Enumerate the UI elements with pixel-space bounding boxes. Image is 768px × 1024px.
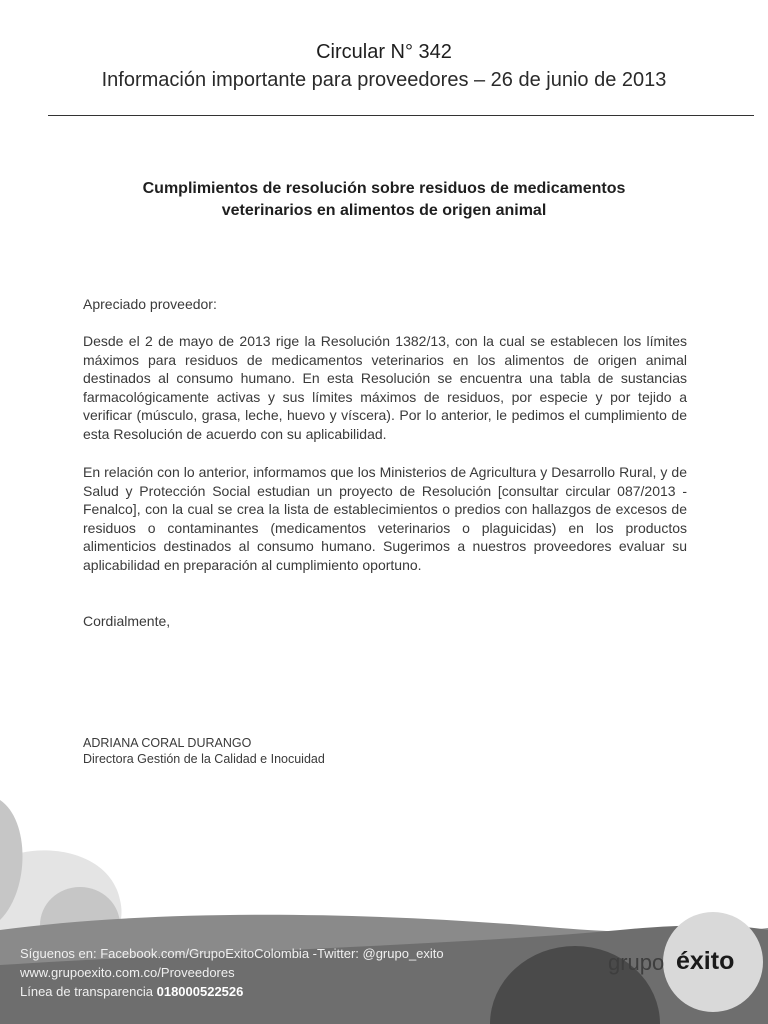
paragraph-2: En relación con lo anterior, informamos que los Ministerios de Agricultura y Desarrollo Rural, y de Salud y Protección Social estudian un proyecto de Resolución [consultar circular 087/2013 - Fenalco], con la cual se crea la lista de establecimientos o predios con hallazgos de excesos de residuos o contaminantes (medicamentos veterinarios o plaguicidas) en los productos alimenticios destinados al consumo humano. Sugerimos a nuestros proveedores evaluar su aplicabilidad en preparación al cumplimiento oportuno. — [83, 464, 687, 573]
signature-role: Directora Gestión de la Calidad e Inocuidad — [83, 752, 325, 766]
circular-number: Circular N° 342 — [316, 41, 452, 63]
salutation: Apreciado proveedor: — [83, 296, 217, 312]
footer-transparency — [20, 982, 243, 1001]
transparency-phone: 018000522526 — [156, 984, 244, 999]
title-line-2: veterinarios en alimentos de origen animal — [221, 202, 547, 219]
document-title — [60, 178, 708, 222]
signature-name: ADRIANA CORAL DURANGO — [83, 736, 252, 750]
header-divider — [48, 115, 754, 116]
logo-word-exito: éxito — [676, 947, 735, 975]
paragraph-1: Desde el 2 de mayo de 2013 rige la Resolución 1382/13, con la cual se establecen los límites máximos para residuos de medicamentos veterinarios en los alimentos de origen animal destinados al consumo humano. En esta Resolución se encuentra una tabla de sustancias farmacológicamente activas y sus límites máximos de residuos, por especie y por tejido a verificar (músculo, grasa, leche, huevo y víscera). Por lo anterior, le pedimos el cumplimiento de esta Resolución de acuerdo con su aplicabilidad. — [83, 333, 687, 442]
logo-word-grupo: grupo — [608, 950, 665, 975]
footer-website[interactable]: www.grupoexito.com.co/Proveedores — [20, 965, 235, 980]
footer-social: Síguenos en: Facebook.com/GrupoExitoColombia -Twitter: @grupo_exito — [20, 946, 444, 961]
circular-subtitle: Información importante para proveedores – 26 de junio de 2013 — [101, 69, 667, 91]
transparency-label: Línea de transparencia — [20, 984, 153, 999]
grupo-exito-logo — [606, 940, 756, 984]
document-header — [0, 38, 768, 94]
closing: Cordialmente, — [83, 613, 171, 629]
title-line-1: Cumplimientos de resolución sobre residuos de medicamentos — [142, 180, 626, 197]
